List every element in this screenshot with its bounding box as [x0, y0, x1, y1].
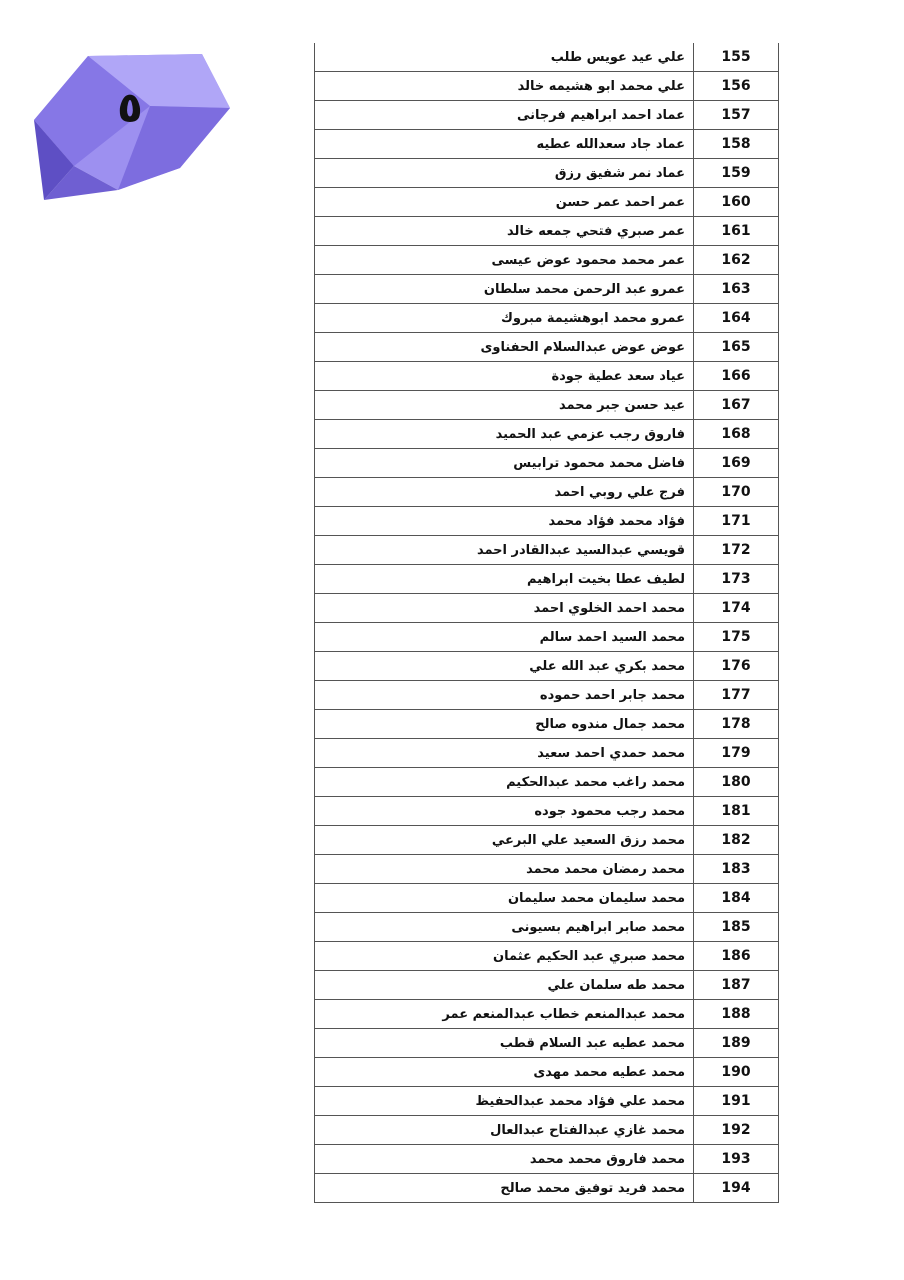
table-row — [315, 826, 779, 855]
person-name: محمد غازي عبدالفتاح عبدالعال — [315, 1116, 694, 1145]
row-number: 194 — [694, 1174, 779, 1203]
row-number: 165 — [694, 333, 779, 362]
row-number: 161 — [694, 217, 779, 246]
table-row — [315, 420, 779, 449]
table-row — [315, 188, 779, 217]
row-number: 155 — [694, 43, 779, 72]
row-number: 181 — [694, 797, 779, 826]
row-number: 180 — [694, 768, 779, 797]
table-row — [315, 43, 779, 72]
table-row — [315, 1000, 779, 1029]
person-name: محمد علي فؤاد محمد عبدالحفيظ — [315, 1087, 694, 1116]
row-number: 191 — [694, 1087, 779, 1116]
table-row — [315, 913, 779, 942]
person-name: محمد بكري عبد الله علي — [315, 652, 694, 681]
row-number: 172 — [694, 536, 779, 565]
table-row — [315, 681, 779, 710]
table-row — [315, 1174, 779, 1203]
row-number: 167 — [694, 391, 779, 420]
person-name: عوض عوض عبدالسلام الحفناوى — [315, 333, 694, 362]
person-name: محمد عبدالمنعم خطاب عبدالمنعم عمر — [315, 1000, 694, 1029]
person-name: محمد عطيه محمد مهدى — [315, 1058, 694, 1087]
table-row — [315, 1029, 779, 1058]
person-name: عمرو محمد ابوهشيمة مبروك — [315, 304, 694, 333]
row-number: 192 — [694, 1116, 779, 1145]
table-row — [315, 333, 779, 362]
person-name: عماد نمر شفيق رزق — [315, 159, 694, 188]
row-number: 163 — [694, 275, 779, 304]
table-row — [315, 1116, 779, 1145]
row-number: 169 — [694, 449, 779, 478]
row-number: 174 — [694, 594, 779, 623]
row-number: 187 — [694, 971, 779, 1000]
table-row — [315, 362, 779, 391]
person-name: محمد صابر ابراهيم بسيونى — [315, 913, 694, 942]
table-row — [315, 1058, 779, 1087]
table-row — [315, 130, 779, 159]
table-row — [315, 739, 779, 768]
row-number: 179 — [694, 739, 779, 768]
table-row — [315, 1145, 779, 1174]
row-number: 162 — [694, 246, 779, 275]
table-row — [315, 768, 779, 797]
row-number: 190 — [694, 1058, 779, 1087]
table-row — [315, 855, 779, 884]
row-number: 177 — [694, 681, 779, 710]
row-number: 156 — [694, 72, 779, 101]
table-row — [315, 565, 779, 594]
row-number: 182 — [694, 826, 779, 855]
person-name: عيد حسن جبر محمد — [315, 391, 694, 420]
row-number: 160 — [694, 188, 779, 217]
row-number: 168 — [694, 420, 779, 449]
person-name: عماد احمد ابراهيم فرجانى — [315, 101, 694, 130]
row-number: 189 — [694, 1029, 779, 1058]
person-name: محمد صبري عبد الحكيم عثمان — [315, 942, 694, 971]
person-name: عمر صبري فتحي جمعه خالد — [315, 217, 694, 246]
table-row — [315, 971, 779, 1000]
person-name: عمرو عبد الرحمن محمد سلطان — [315, 275, 694, 304]
person-name: محمد جابر احمد حموده — [315, 681, 694, 710]
row-number: 188 — [694, 1000, 779, 1029]
table-row — [315, 275, 779, 304]
person-name: علي محمد ابو هشيمه خالد — [315, 72, 694, 101]
person-name: محمد جمال مندوه صالح — [315, 710, 694, 739]
person-name: عمر محمد محمود عوض عيسى — [315, 246, 694, 275]
person-name: فاروق رجب عزمي عبد الحميد — [315, 420, 694, 449]
person-name: محمد فريد توفيق محمد صالح — [315, 1174, 694, 1203]
table-row — [315, 536, 779, 565]
person-name: محمد عطيه عبد السلام قطب — [315, 1029, 694, 1058]
table-row — [315, 1087, 779, 1116]
person-name: عياد سعد عطية جودة — [315, 362, 694, 391]
row-number: 159 — [694, 159, 779, 188]
row-number: 186 — [694, 942, 779, 971]
row-number: 184 — [694, 884, 779, 913]
person-name: محمد حمدي احمد سعيد — [315, 739, 694, 768]
table-row — [315, 478, 779, 507]
row-number: 185 — [694, 913, 779, 942]
row-number: 166 — [694, 362, 779, 391]
table-row — [315, 797, 779, 826]
row-number: 170 — [694, 478, 779, 507]
person-name: محمد سليمان محمد سليمان — [315, 884, 694, 913]
table-row — [315, 710, 779, 739]
table-row — [315, 623, 779, 652]
person-name: عماد جاد سعدالله عطيه — [315, 130, 694, 159]
row-number: 164 — [694, 304, 779, 333]
person-name: فرج علي روبي احمد — [315, 478, 694, 507]
person-name: محمد طه سلمان علي — [315, 971, 694, 1000]
row-number: 193 — [694, 1145, 779, 1174]
person-name: فاضل محمد محمود ترابيس — [315, 449, 694, 478]
person-name: لطيف عطا بخيت ابراهيم — [315, 565, 694, 594]
person-name: محمد احمد الخلوي احمد — [315, 594, 694, 623]
row-number: 173 — [694, 565, 779, 594]
table-row — [315, 101, 779, 130]
table-row — [315, 594, 779, 623]
person-name: عمر احمد عمر حسن — [315, 188, 694, 217]
person-name: محمد رجب محمود جوده — [315, 797, 694, 826]
page-number: ٥ — [117, 83, 143, 132]
names-table — [314, 43, 779, 1203]
table-row — [315, 507, 779, 536]
person-name: علي عيد عويس طلب — [315, 43, 694, 72]
table-row — [315, 449, 779, 478]
table-row — [315, 652, 779, 681]
table-row — [315, 942, 779, 971]
row-number: 158 — [694, 130, 779, 159]
person-name: محمد رمضان محمد محمد — [315, 855, 694, 884]
person-name: محمد رزق السعيد علي البرعي — [315, 826, 694, 855]
row-number: 176 — [694, 652, 779, 681]
row-number: 175 — [694, 623, 779, 652]
row-number: 157 — [694, 101, 779, 130]
table-row — [315, 884, 779, 913]
person-name: فؤاد محمد فؤاد محمد — [315, 507, 694, 536]
person-name: محمد السيد احمد سالم — [315, 623, 694, 652]
table-row — [315, 304, 779, 333]
table-row — [315, 72, 779, 101]
table-row — [315, 217, 779, 246]
person-name: قويسي عبدالسيد عبدالقادر احمد — [315, 536, 694, 565]
table-row — [315, 159, 779, 188]
table-row — [315, 391, 779, 420]
row-number: 171 — [694, 507, 779, 536]
person-name: محمد فاروق محمد محمد — [315, 1145, 694, 1174]
table-row — [315, 246, 779, 275]
page-number-badge — [30, 48, 240, 204]
row-number: 178 — [694, 710, 779, 739]
person-name: محمد راغب محمد عبدالحكيم — [315, 768, 694, 797]
row-number: 183 — [694, 855, 779, 884]
